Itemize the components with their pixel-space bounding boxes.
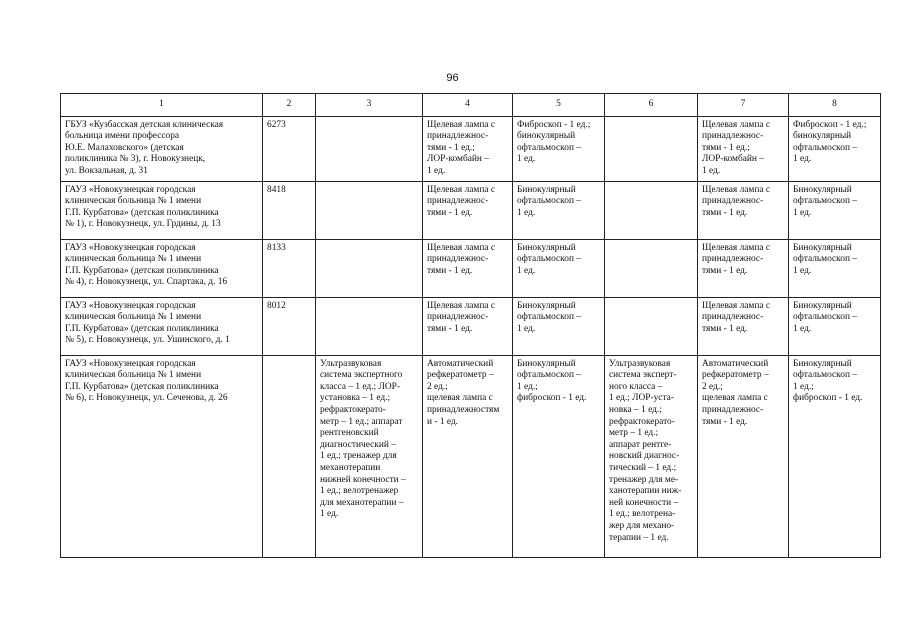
equipment-cell (316, 239, 423, 297)
equipment-cell: Бинокулярный офтальмоскоп – 1 ед.; фиброскоп - 1 ед. (789, 355, 881, 557)
institution-cell: ГАУЗ «Новокузнецкая городская клиническая больница № 1 имени Г.П. Курбатова» (детская поликлиника № 5), г. Новокузнецк, ул. Ушинского, д. 1 (61, 297, 263, 355)
equipment-cell (316, 181, 423, 239)
institution-cell: ГАУЗ «Новокузнецкая городская клиническая больница № 1 имени Г.П. Курбатова» (детская поликлиника № 4), г. Новокузнецк, ул. Спартака, д. 16 (61, 239, 263, 297)
equipment-cell: Бинокулярный офтальмоскоп – 1 ед. (789, 239, 881, 297)
equipment-cell: Щелевая лампа с принадлежнос- тями - 1 ед. (698, 181, 789, 239)
column-header-4: 4 (423, 94, 513, 117)
table-row (61, 181, 881, 239)
page-number: 96 (446, 72, 459, 84)
equipment-cell: Автоматический рефкератометр – 2 ед.; щелевая лампа с принадлежностям и - 1 ед. (423, 355, 513, 557)
equipment-table (60, 93, 881, 558)
table-row (61, 297, 881, 355)
equipment-cell: Автоматический рефкератометр – 2 ед.; щелевая лампа с принадлежнос- тями - 1 ед. (698, 355, 789, 557)
equipment-cell: Ультразвуковая система экспертного класса – 1 ед.; ЛОР- установка – 1 ед.; рефрактокерато- метр – 1 ед.; аппарат рентгеновский диагностический – 1 ед.; тренажер для механотерапии нижней конечности – 1 ед.; велотренажер для механотерапии – 1 ед. (316, 355, 423, 557)
equipment-cell (316, 116, 423, 181)
equipment-cell: Щелевая лампа с принадлежнос- тями - 1 ед. (698, 239, 789, 297)
institution-cell: ГАУЗ «Новокузнецкая городская клиническая больница № 1 имени Г.П. Курбатова» (детская поликлиника № 1), г. Новокузнецк, ул. Грдины, д. 13 (61, 181, 263, 239)
column-header-7: 7 (698, 94, 789, 117)
equipment-cell: Бинокулярный офтальмоскоп – 1 ед. (513, 297, 605, 355)
count-cell (263, 355, 316, 557)
column-header-6: 6 (605, 94, 698, 117)
equipment-cell: Бинокулярный офтальмоскоп – 1 ед. (513, 239, 605, 297)
equipment-cell: Ультразвуковая система эксперт- ного класса – 1 ед.; ЛОР-уста- новка – 1 ед.; рефрактокерато- метр – 1 ед.; аппарат рентге- новский диагнос- тический – 1 ед.; тренажер для ме- ханотерапии ниж- ней конечности – 1 ед.; велотрена- жер для механо- терапии – 1 ед. (605, 355, 698, 557)
count-cell: 8133 (263, 239, 316, 297)
table-row (61, 239, 881, 297)
equipment-cell: Щелевая лампа с принадлежнос- тями - 1 ед.; ЛОР-комбайн – 1 ед. (423, 116, 513, 181)
equipment-cell: Щелевая лампа с принадлежнос- тями - 1 ед. (423, 181, 513, 239)
equipment-cell (605, 239, 698, 297)
column-header-5: 5 (513, 94, 605, 117)
header-row (61, 94, 881, 117)
equipment-cell: Бинокулярный офтальмоскоп – 1 ед. (789, 181, 881, 239)
equipment-cell: Бинокулярный офтальмоскоп – 1 ед. (789, 297, 881, 355)
equipment-cell: Щелевая лампа с принадлежнос- тями - 1 ед. (423, 297, 513, 355)
equipment-cell: Щелевая лампа с принадлежнос- тями - 1 ед.; ЛОР-комбайн – 1 ед. (698, 116, 789, 181)
equipment-cell: Фиброскоп - 1 ед.; бинокулярный офтальмоскоп – 1 ед. (789, 116, 881, 181)
column-header-1: 1 (61, 94, 263, 117)
table-row (61, 355, 881, 557)
count-cell: 8418 (263, 181, 316, 239)
column-header-3: 3 (316, 94, 423, 117)
equipment-cell: Щелевая лампа с принадлежнос- тями - 1 ед. (698, 297, 789, 355)
count-cell: 8012 (263, 297, 316, 355)
equipment-cell: Фиброскоп - 1 ед.; бинокулярный офтальмоскоп – 1 ед. (513, 116, 605, 181)
equipment-cell (316, 297, 423, 355)
equipment-cell: Бинокулярный офтальмоскоп – 1 ед.; фиброскоп - 1 ед. (513, 355, 605, 557)
table-row (61, 116, 881, 181)
equipment-cell: Бинокулярный офтальмоскоп – 1 ед. (513, 181, 605, 239)
equipment-cell (605, 181, 698, 239)
equipment-cell: Щелевая лампа с принадлежнос- тями - 1 ед. (423, 239, 513, 297)
equipment-cell (605, 297, 698, 355)
equipment-cell (605, 116, 698, 181)
count-cell: 6273 (263, 116, 316, 181)
column-header-8: 8 (789, 94, 881, 117)
institution-cell: ГБУЗ «Кузбасская детская клиническая больница имени профессора Ю.Е. Малаховского» (детская поликлиника № 3), г. Новокузнецк, ул. Вокзальная, д. 31 (61, 116, 263, 181)
column-header-2: 2 (263, 94, 316, 117)
institution-cell: ГАУЗ «Новокузнецкая городская клиническая больница № 1 имени Г.П. Курбатова» (детская поликлиника № 6), г. Новокузнецк, ул. Сеченова, д. 26 (61, 355, 263, 557)
